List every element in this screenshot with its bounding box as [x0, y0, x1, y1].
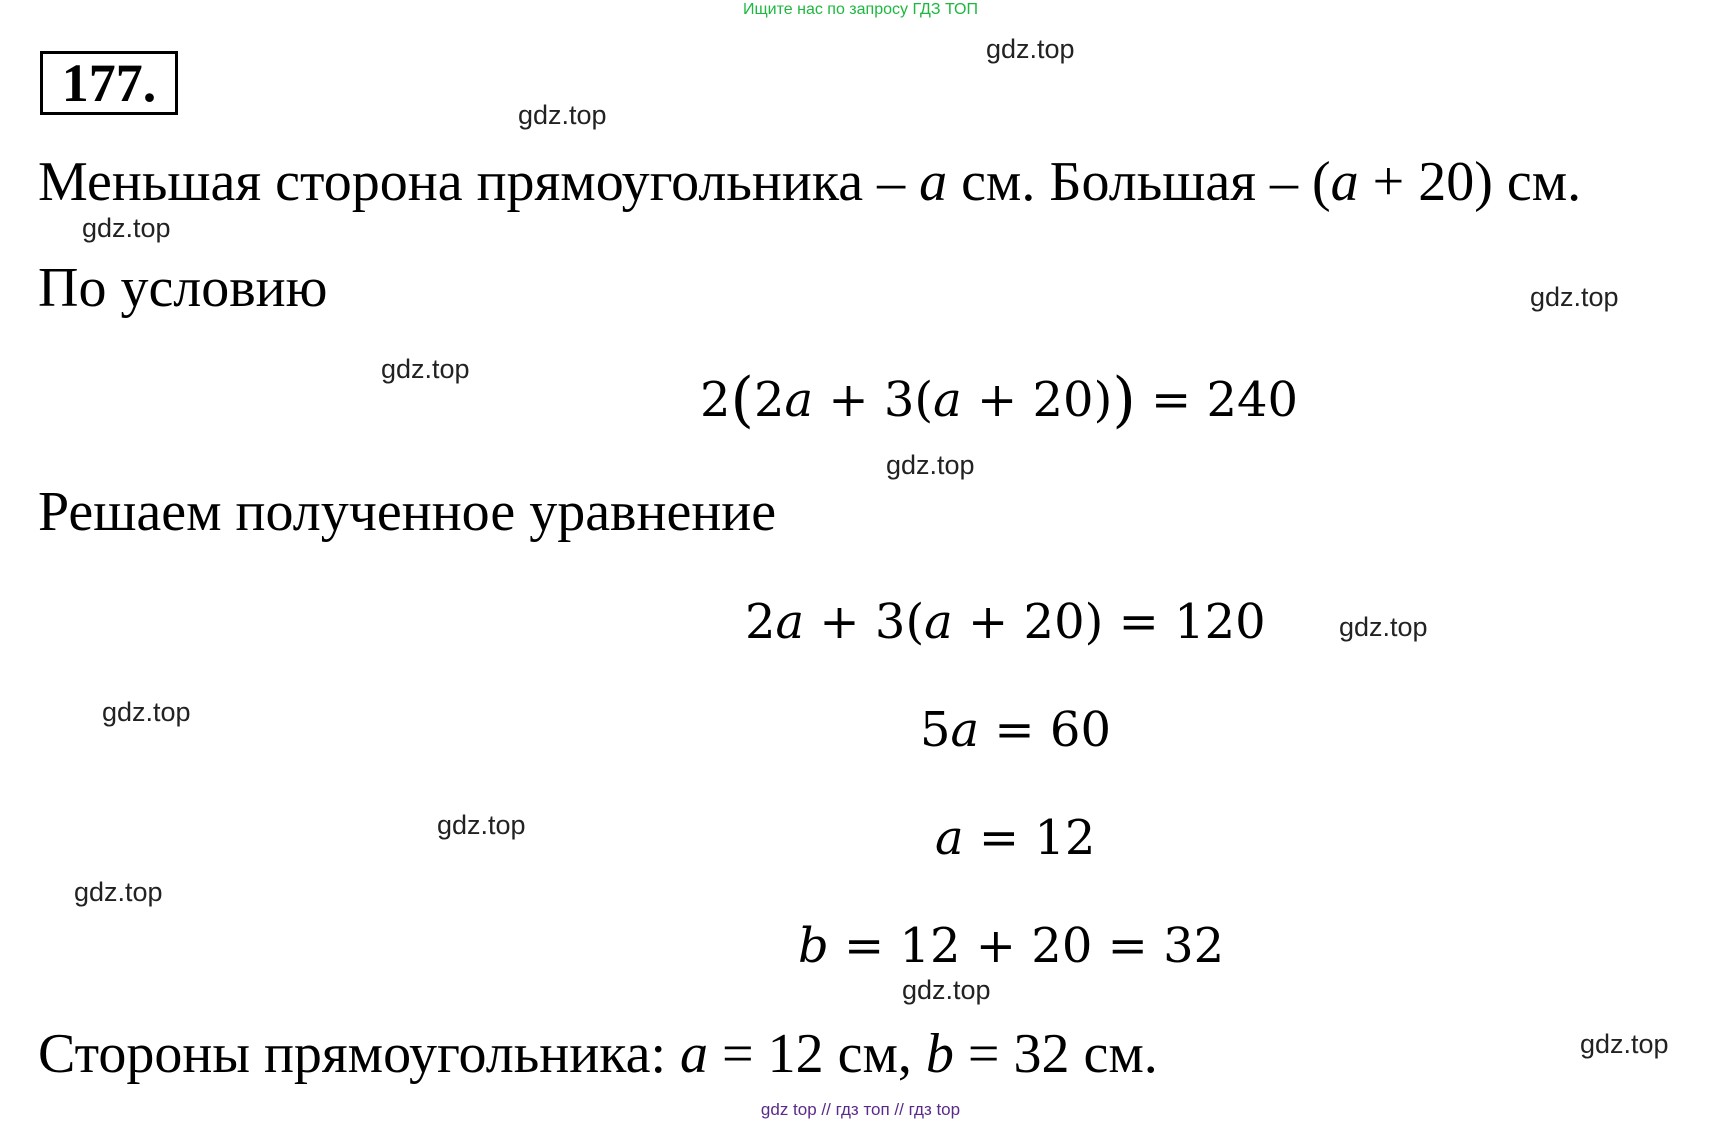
- watermark: gdz.top: [74, 877, 163, 907]
- intro-text-1: Меньшая сторона прямоугольника –: [38, 151, 920, 213]
- solve-line: Решаем полученное уравнение: [38, 481, 777, 543]
- eq2-part-c: + 20) = 120: [952, 594, 1266, 650]
- answer-text-1: Стороны прямоугольника:: [38, 1023, 681, 1085]
- watermark: gdz.top: [518, 100, 607, 130]
- eq4-part-b: = 12: [963, 810, 1096, 866]
- eq1-part-b: 2: [753, 372, 785, 428]
- answer-var-a: a: [680, 1023, 709, 1085]
- eq1-paren-open: (: [730, 365, 754, 435]
- eq2-var-a: a: [775, 594, 805, 650]
- top-banner: Ищите нас по запросу ГДЗ ТОП: [743, 1, 978, 18]
- watermark: gdz.top: [1530, 282, 1619, 312]
- answer-text-2: = 12 см,: [708, 1023, 926, 1085]
- watermark: gdz.top: [82, 213, 171, 243]
- eq1-part-a: 2: [700, 372, 731, 428]
- eq5-part-b: = 12 + 20 = 32: [828, 918, 1225, 974]
- eq5-var-b: b: [798, 918, 829, 974]
- answer-var-b: b: [925, 1023, 954, 1085]
- watermark: gdz.top: [437, 810, 526, 840]
- footer-links: gdz top // гдз топ // гдз top: [760, 1100, 961, 1119]
- problem-number: 177.: [40, 51, 178, 115]
- intro-line: [38, 150, 1581, 214]
- eq3-var-a: a: [950, 702, 980, 758]
- intro-text-2: см. Большая – (: [947, 151, 1331, 213]
- eq1-part-d: + 20): [961, 372, 1113, 428]
- equation-4: [935, 808, 1095, 868]
- eq3-part-b: = 60: [979, 702, 1111, 758]
- intro-var-a2: a: [1330, 151, 1359, 213]
- equation-2: [745, 592, 1266, 652]
- watermark: gdz.top: [1339, 612, 1428, 642]
- condition-line: По условию: [38, 257, 328, 319]
- answer-line: [38, 1022, 1158, 1086]
- eq1-var-a: a: [784, 372, 814, 428]
- equation-3: [920, 700, 1111, 760]
- eq1-part-c: + 3(: [813, 372, 934, 428]
- eq1-part-e: = 240: [1135, 372, 1299, 428]
- equation-1: [700, 365, 1299, 435]
- watermark: gdz.top: [902, 975, 991, 1005]
- eq4-var-a: a: [935, 810, 964, 866]
- eq2-var-a2: a: [924, 594, 953, 650]
- intro-text-3: + 20) см.: [1358, 151, 1582, 213]
- watermark: gdz.top: [986, 34, 1075, 64]
- eq1-var-a2: a: [933, 372, 962, 428]
- watermark: gdz.top: [1580, 1029, 1669, 1059]
- watermark: gdz.top: [886, 450, 975, 480]
- watermark: gdz.top: [381, 354, 470, 384]
- intro-var-a: a: [919, 151, 948, 213]
- eq1-paren-close: ): [1112, 365, 1136, 435]
- answer-text-3: = 32 см.: [953, 1023, 1158, 1085]
- eq2-part-b: + 3(: [804, 594, 925, 650]
- eq2-part-a: 2: [745, 594, 776, 650]
- eq3-part-a: 5: [920, 702, 951, 758]
- equation-5: [798, 916, 1224, 976]
- watermark: gdz.top: [102, 697, 191, 727]
